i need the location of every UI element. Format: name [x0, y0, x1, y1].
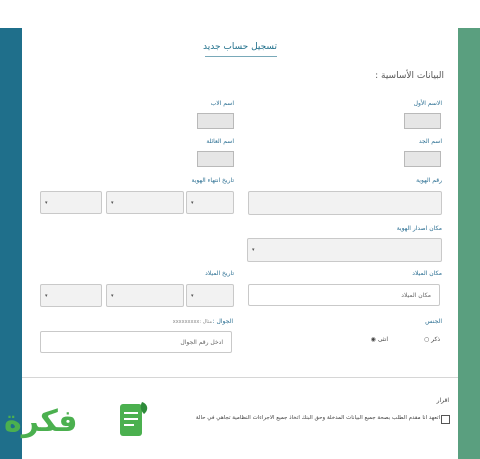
- right-side-bar: [458, 28, 480, 459]
- gender-female-radio[interactable]: [371, 336, 388, 343]
- id-expiry-day-select[interactable]: [186, 191, 234, 214]
- id-issue-place-label: مكان اصدار الهوية: [396, 225, 442, 232]
- chevron-down-icon: ▾: [111, 292, 114, 299]
- id-number-label: رقم الهوية: [416, 177, 442, 184]
- gender-label: الجنس: [425, 318, 442, 325]
- grandfather-name-label: اسم الجد: [418, 138, 442, 145]
- birth-month-select[interactable]: [106, 284, 184, 307]
- birth-date-label: تاريخ الميلاد: [205, 270, 234, 277]
- chevron-down-icon: ▾: [252, 247, 255, 253]
- family-name-input[interactable]: [197, 151, 234, 167]
- mobile-input[interactable]: ادخل رقم الجوال: [40, 331, 232, 353]
- first-name-input[interactable]: [404, 113, 441, 129]
- birth-day-select[interactable]: [186, 284, 234, 307]
- chevron-down-icon: ▾: [45, 199, 48, 206]
- father-name-label: اسم الاب: [210, 100, 234, 107]
- watermark-logo-text: فكرة: [4, 404, 78, 439]
- declaration-title: اقرار: [436, 397, 449, 404]
- left-side-bar: [0, 28, 22, 459]
- declaration-text: اتعهد انا مقدم الطلب بصحة جميع البيانات المدخلة وحق البنك اتخاذ جميع الاجراءات النظامية تجاهي في حالة: [195, 415, 440, 421]
- document-leaf-icon: [116, 398, 150, 442]
- mobile-label: الجوال :: [212, 318, 233, 325]
- id-expiry-year-select[interactable]: [40, 191, 102, 214]
- radio-unchecked-icon: ○: [423, 336, 430, 343]
- id-expiry-month-select[interactable]: [106, 191, 184, 214]
- chevron-down-icon: ▾: [191, 292, 194, 299]
- mobile-hint: مثال :xxxxxxxxx: [172, 319, 212, 325]
- section-title: البيانات الأساسية :: [375, 71, 444, 81]
- chevron-down-icon: ▾: [45, 292, 48, 299]
- family-name-label: اسم العائلة: [206, 138, 234, 145]
- id-issue-place-select[interactable]: [247, 238, 442, 262]
- title-underline: [205, 56, 277, 57]
- gender-male-label: ذكر: [431, 336, 440, 343]
- birth-place-input[interactable]: مكان الميلاد: [248, 284, 440, 306]
- chevron-down-icon: ▾: [191, 199, 194, 206]
- gender-female-label: انثى: [377, 336, 388, 343]
- divider: [22, 377, 458, 378]
- grandfather-name-input[interactable]: [404, 151, 441, 167]
- birth-year-select[interactable]: [40, 284, 102, 307]
- declaration-checkbox[interactable]: [441, 415, 450, 424]
- id-expiry-label: تاريخ انتهاء الهوية: [191, 177, 234, 184]
- chevron-down-icon: ▾: [111, 199, 114, 206]
- first-name-label: الاسم الأول: [413, 100, 442, 107]
- page-title: تسجيل حساب جديد: [203, 42, 277, 52]
- gender-male-radio[interactable]: [424, 336, 440, 343]
- birth-place-label: مكان الميلاد: [412, 270, 442, 277]
- radio-checked-icon: ◉: [370, 336, 376, 343]
- father-name-input[interactable]: [197, 113, 234, 129]
- id-number-input[interactable]: [248, 191, 442, 215]
